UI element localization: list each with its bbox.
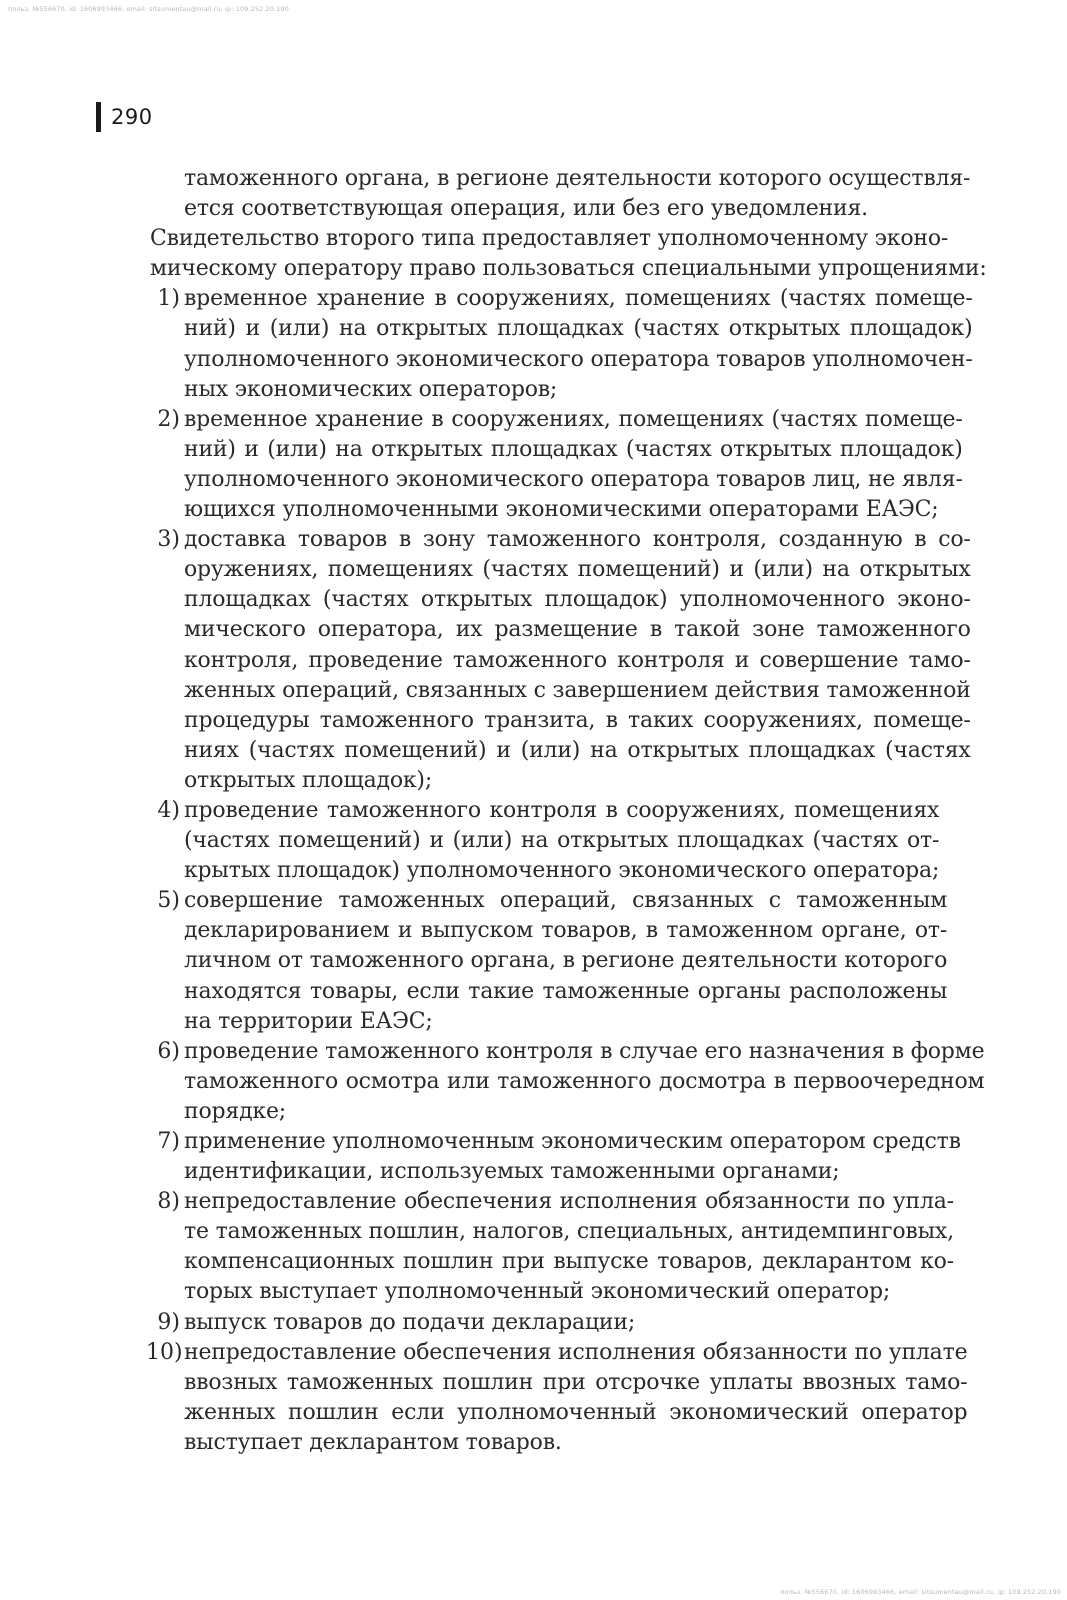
list-item-number-text: 9) xyxy=(157,1309,180,1335)
list-item xyxy=(146,1338,968,1458)
text-line: контроля, проведение таможенного контроля и совершение тамо- xyxy=(184,647,971,673)
text-line: процедуры таможенного транзита, в таких сооружениях, помеще- xyxy=(184,707,971,733)
text-line: временное хранение в сооружениях, помещениях (частях помеще- xyxy=(184,406,963,432)
text-line: непредоставление обеспечения исполнения обязанности по упла- xyxy=(184,1189,954,1215)
text-line: ных экономических операторов; xyxy=(184,376,558,402)
list-item xyxy=(150,1187,954,1307)
list-item-number-text: 4) xyxy=(157,797,180,823)
text-line: выпуск товаров до подачи декларации; xyxy=(184,1309,636,1335)
text-line: (частях помещений) и (или) на открытых площадках (частях от- xyxy=(184,828,940,854)
text-line: мического оператора, их размещение в такой зоне таможенного xyxy=(184,617,971,643)
list-item-number xyxy=(150,1127,184,1187)
text-line: уполномоченного экономического оператора товаров уполномочен- xyxy=(184,346,973,372)
list-item-text xyxy=(184,1037,984,1127)
list-item-text xyxy=(184,525,971,796)
page-number-bar xyxy=(96,102,101,132)
list-item-text xyxy=(184,1308,935,1338)
list-item-number xyxy=(150,796,184,886)
list-item-text xyxy=(184,284,973,404)
text-line: таможенного осмотра или таможенного досмотра в первоочередном xyxy=(184,1068,985,1094)
list-item-number-text: 6) xyxy=(157,1038,180,1064)
text-line: женных пошлин если уполномоченный экономический оператор xyxy=(184,1399,968,1425)
list-item-number-text: 5) xyxy=(157,888,180,914)
text-line: выступает декларантом товаров. xyxy=(184,1429,562,1455)
list-item-number-text: 3) xyxy=(157,527,180,553)
list-item xyxy=(150,886,948,1036)
text-line: уполномоченного экономического оператора товаров лиц, не явля- xyxy=(184,466,963,492)
text-line: Свидетельство второго типа предоставляет уполномоченному эконо- xyxy=(150,226,949,252)
list-item-text xyxy=(184,1187,954,1307)
list-item-number xyxy=(150,405,184,525)
text-line: женных операций, связанных с завершением действия таможенной xyxy=(184,677,971,703)
text-line: ниях (частях помещений) и (или) на открытых площадках (частях xyxy=(184,737,971,763)
text-line: оружениях, помещениях (частях помещений) и (или) на открытых xyxy=(184,557,971,583)
list-item-number-text: 7) xyxy=(157,1129,180,1154)
text-line: порядке; xyxy=(184,1098,286,1124)
list-item-number-text: 10) xyxy=(146,1339,183,1365)
text-line: совершение таможенных операций, связанных с таможенным xyxy=(184,888,948,914)
list-item-number xyxy=(146,1338,184,1458)
text-line: проведение таможенного контроля в случае его назначения в форме xyxy=(184,1038,985,1064)
text-line: торых выступает уполномоченный экономический оператор; xyxy=(184,1279,891,1305)
list-item-number-text: 8) xyxy=(157,1189,180,1215)
continued-paragraph xyxy=(150,164,971,224)
list-item-number xyxy=(150,886,184,1036)
list-item xyxy=(150,284,973,404)
watermark-bottom: польз. №556670, id: 1606993466, email: sitsumentau@mail.ru, ip: 109.252.20.190 xyxy=(780,1588,1061,1596)
list-item-number-text: 1) xyxy=(157,286,180,312)
page-body xyxy=(146,164,987,1458)
page-number-text: 290 xyxy=(111,105,153,129)
text-line: проведение таможенного контроля в сооружениях, помещениях xyxy=(184,797,940,823)
text-line: ввозных таможенных пошлин при отсрочке уплаты ввозных тамо- xyxy=(184,1369,968,1395)
list-item-text xyxy=(184,405,963,525)
list-item-number xyxy=(150,1037,184,1127)
list-item-number xyxy=(150,525,184,796)
list-item-text xyxy=(184,1127,961,1187)
text-line: находятся товары, если такие таможенные органы расположены xyxy=(184,978,948,1004)
text-line: идентификации, используемых таможенными органами; xyxy=(184,1159,840,1185)
text-line: ний) и (или) на открытых площадках (частях открытых площадок) xyxy=(184,316,973,342)
text-line: открытых площадок); xyxy=(184,767,433,793)
list-item xyxy=(150,405,963,525)
simplifications-list xyxy=(146,284,985,1458)
text-line: ний) и (или) на открытых площадках (частях открытых площадок) xyxy=(184,436,963,462)
list-item-text xyxy=(184,886,947,1036)
list-item-text xyxy=(184,1338,967,1458)
text-line: площадках (частях открытых площадок) уполномоченного эконо- xyxy=(184,587,971,613)
text-line: ется соответствующая операция, или без его уведомления. xyxy=(184,196,868,222)
text-line: личном от таможенного органа, в регионе деятельности которого xyxy=(184,948,948,974)
list-item xyxy=(150,1127,961,1187)
list-item-number xyxy=(150,1187,184,1307)
list-item-number xyxy=(150,284,184,404)
intro-paragraph xyxy=(150,224,987,284)
text-line: таможенного органа, в регионе деятельности которого осуществля- xyxy=(184,166,971,191)
page-number xyxy=(96,102,153,132)
text-line: на территории ЕАЭС; xyxy=(184,1008,433,1034)
text-line: те таможенных пошлин, налогов, специальных, антидемпинговых, xyxy=(184,1219,954,1245)
list-item-text xyxy=(184,796,939,886)
text-line: компенсационных пошлин при выпуске товаров, декларантом ко- xyxy=(184,1249,954,1275)
text-line: доставка товаров в зону таможенного контроля, созданную в со- xyxy=(184,527,971,553)
list-item xyxy=(150,1308,935,1338)
text-line: применение уполномоченным экономическим оператором средств xyxy=(184,1129,961,1154)
text-line: ющихся уполномоченными экономическими операторами ЕАЭС; xyxy=(184,497,939,523)
list-item xyxy=(150,1037,985,1127)
text-line: декларированием и выпуском товаров, в таможенном органе, от- xyxy=(184,918,948,944)
watermark-top: польз. №556670, id: 1606993466, email: sitsumentau@mail.ru, ip: 109.252.20.190 xyxy=(8,5,289,13)
list-item xyxy=(150,525,971,796)
text-line: мическому оператору право пользоваться специальными упрощениями: xyxy=(150,256,987,282)
list-item xyxy=(150,796,940,886)
text-line: непредоставление обеспечения исполнения обязанности по уплате xyxy=(184,1339,968,1365)
text-line: крытых площадок) уполномоченного экономического оператора; xyxy=(184,858,940,884)
list-item-number xyxy=(150,1308,184,1338)
list-item-number-text: 2) xyxy=(157,406,180,432)
text-line: временное хранение в сооружениях, помещениях (частях помеще- xyxy=(184,286,973,312)
